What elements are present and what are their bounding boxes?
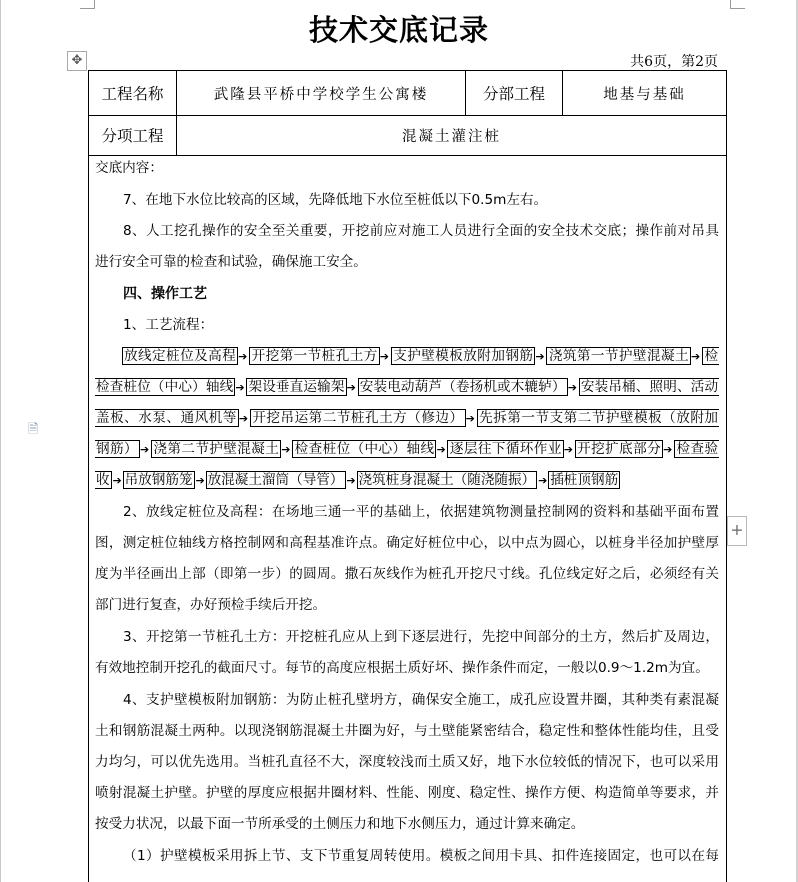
arrow-right-icon: ➔ (567, 381, 577, 394)
arrow-right-icon: ➔ (535, 350, 545, 363)
arrow-right-icon: ➔ (235, 381, 245, 394)
flow-step: 架设垂直运输架 (248, 379, 345, 395)
paragraph-3-line-1: 3、开挖第一节桩孔土方：开挖桩孔应从上到下逐层进行，先挖中间部分的土方，然后扩及周边， (123, 629, 719, 645)
flow-step: 放混凝土溜筒（导管） (207, 472, 344, 488)
flow-step-split-end: 收 (96, 472, 110, 488)
flow-step: 检查桩位（中心）轴线 (294, 441, 435, 457)
arrow-right-icon: ➔ (281, 443, 291, 456)
flow-row-2 (95, 376, 719, 398)
header-row-2 (89, 115, 726, 156)
flow-row-5 (95, 469, 620, 491)
arrow-right-icon: ➔ (538, 474, 548, 487)
flow-step-split-start: 先拆第一节支第二节护壁模板（放附加 (478, 410, 719, 426)
item-label: 分项工程 (89, 115, 177, 155)
flow-step-split-start: 安装吊桶、照明、活动 (580, 379, 719, 395)
flow-step-split-start: 检 (704, 348, 719, 364)
table-move-handle-icon[interactable]: ✥ (67, 51, 87, 71)
arrow-right-icon: ➔ (436, 443, 446, 456)
content-intro: 交底内容： (95, 160, 163, 176)
arrow-right-icon: ➔ (663, 443, 673, 456)
flow-step: 开挖吊运第二节桩孔土方（修边） (251, 410, 464, 426)
flow-step-split-end: 盖板、水泵、通风机等 (96, 410, 237, 426)
flow-step: 开挖第一节桩孔土方 (251, 348, 378, 364)
paragraph-2-line-2: 图，测定桩位轴线方格控制网和高程基准许点。确定好桩位中心，以中点为圆心，以桩身半径加护壁厚 (95, 535, 719, 551)
arrow-right-icon: ➔ (112, 474, 122, 487)
flow-row-4 (95, 438, 719, 460)
flow-step: 开挖扩底部分 (576, 441, 662, 457)
flow-step: 检查桩位（中心）轴线 (96, 379, 234, 395)
arrow-right-icon: ➔ (238, 350, 248, 363)
page-info: 共6页，第2页 (630, 54, 718, 70)
paragraph-8-line-1: 8、人工挖孔操作的安全至关重要，开挖前应对施工人员进行全面的安全技术交底；操作前对吊具 (123, 223, 719, 239)
flow-step: 放线定桩位及高程 (124, 348, 237, 364)
paragraph-2-line-4: 部门进行复查，办好预检手续后开挖。 (95, 597, 327, 613)
paragraph-4-line-5: 按受力状况，以最下面一节所承受的土侧压力和地下水侧压力，通过计算来确定。 (95, 816, 585, 832)
paragraph-7: 7、在地下水位比较高的区域，先降低地下水位至桩低以下0.5m左右。 (123, 192, 548, 208)
flow-title: 1、工艺流程： (123, 317, 214, 333)
arrow-right-icon: ➔ (139, 443, 150, 456)
paragraph-4-line-2: 土和钢筋混凝土两种。以现浇钢筋混凝土井圈为好，与土壁能紧密结合，稳定性和整体性能均佳，且受 (95, 723, 719, 739)
record-table (88, 70, 727, 882)
paragraph-2-line-3: 度为半径画出上部（即第一步）的圆周。撒石灰线作为桩孔开挖尺寸线。孔位线定好之后，必须经有关 (95, 566, 719, 582)
section-heading: 四、操作工艺 (123, 286, 207, 302)
flow-step: 逐层往下循环作业 (449, 441, 562, 457)
flow-step: 支护壁模板放附加钢筋 (392, 348, 534, 364)
arrow-right-icon: ➔ (346, 474, 356, 487)
add-row-button[interactable]: + (727, 516, 747, 546)
paragraph-3-line-2: 有效地控制开挖孔的截面尺寸。每节的高度应根据土质好坏、操作条件而定，一般以0.9～1.2m为宜。 (95, 660, 709, 676)
paragraph-4-line-3: 力均匀，可以优先选用。当桩孔直径不大，深度较浅而土质又好，地下水位较低的情况下，也可以采用 (95, 754, 719, 770)
flow-row-1 (122, 345, 719, 367)
arrow-right-icon: ➔ (195, 474, 205, 487)
arrow-right-icon: ➔ (238, 412, 249, 425)
paragraph-2-line-1: 2、放线定桩位及高程：在场地三通一平的基础上，依据建筑物测量控制网的资料和基础平面布置 (123, 504, 719, 520)
flow-step: 安装电动葫芦（卷扬机或木辘轳） (359, 379, 566, 395)
flow-step: 浇筑第一节护壁混凝土 (548, 348, 690, 364)
paragraph-4-line-4: 喷射混凝土护壁。护壁的厚度应根据井圈材料、性能、刚度、稳定性、操作方便、构造简单等要求，并 (95, 785, 719, 801)
arrow-right-icon: ➔ (465, 412, 475, 425)
division-value[interactable]: 地基与基础 (603, 86, 686, 103)
page-edge (0, 0, 1, 882)
flow-row-3 (95, 407, 719, 429)
flow-step-split-end: 钢筋） (96, 441, 138, 457)
project-name-label: 工程名称 (89, 71, 177, 115)
project-name-value[interactable]: 武隆县平桥中学校学生公寓楼 (177, 71, 466, 115)
flow-step: 浇第二节护壁混凝土 (152, 441, 280, 457)
flow-step: 浇筑桩身混凝土（随浇随振） (358, 472, 536, 488)
arrow-right-icon: ➔ (346, 381, 356, 394)
flow-step: 吊放钢筋笼 (124, 472, 193, 488)
item-value[interactable]: 混凝土灌注桩 (402, 128, 501, 145)
flow-step-split-start: 检查验 (676, 441, 719, 457)
paragraph-4-line-1: 4、支护壁模板附加钢筋：为防止桩孔壁坍方，确保安全施工，成孔应设置井圈，其种类有素混凝 (123, 692, 719, 708)
arrow-right-icon: ➔ (691, 350, 701, 363)
arrow-right-icon: ➔ (563, 443, 573, 456)
division-label: 分部工程 (466, 71, 563, 115)
flow-step: 插桩顶钢筋 (550, 472, 619, 488)
document-icon[interactable]: 🗎 (28, 422, 39, 437)
paragraph-4-1-line-1: （1）护壁模板采用拆上节、支下节重复周转使用。模板之间用卡具、扣件连接固定，也可以在每 (123, 848, 719, 864)
paragraph-8-line-2: 进行安全可靠的检查和试验，确保施工安全。 (95, 254, 367, 270)
document-title: 技术交底记录 (308, 13, 489, 47)
arrow-right-icon: ➔ (379, 350, 389, 363)
header-row-1 (89, 71, 726, 116)
